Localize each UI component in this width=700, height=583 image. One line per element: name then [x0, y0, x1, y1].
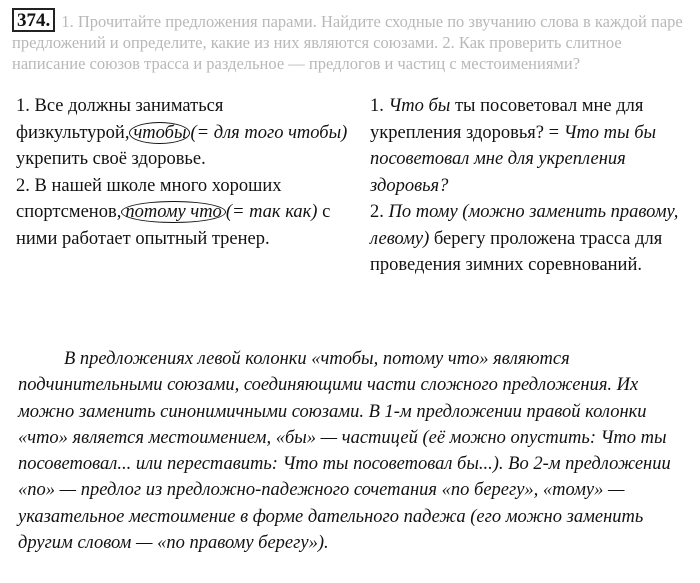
right-column — [370, 93, 685, 279]
left-s1-suffix: укрепить своё здоровье. — [16, 149, 206, 169]
right-s2-italic: По тому (можно заменить правому, левому) — [370, 202, 679, 249]
task-header — [12, 8, 692, 74]
right-sentence-2: 2. По тому (можно заменить правому, левому) берегу проложена трасса для проведения зимних соревнований. — [370, 202, 679, 275]
task-number: 374. — [12, 8, 55, 32]
task-text: 1. Прочитайте предложения парами. Найдите сходные по звучанию слова в каждой паре предложений и определите, какие из них являются союзами. 2. Как проверить слитное написание союзов трасса и раздельное — предлогов и частиц с местоимениями? — [12, 12, 683, 73]
right-sentence-1: 1. Что бы ты посоветовал мне для укрепления здоровья? = Что ты бы посоветовал мне для укрепления здоровья? — [370, 96, 657, 196]
left-s2-gloss: (= так как) — [225, 202, 318, 222]
explanation-paragraph — [18, 346, 680, 556]
right-s1-italic-start: Что бы — [388, 96, 451, 116]
left-s1-prefix: 1. Все должны заниматься физкультурой, — [16, 96, 224, 143]
left-sentence-1 — [16, 93, 351, 173]
left-s2-prefix: 2. В нашей школе много хороших спортсменов, — [16, 175, 282, 222]
left-s2-suffix: с ними работает опытный тренер. — [16, 202, 331, 249]
left-sentence-2 — [16, 173, 351, 253]
left-s1-gloss: (= для того чтобы) — [190, 122, 348, 143]
explanation-text: В предложениях левой колонки «чтобы, потому что» являются подчинительными союзами, соединяющими части сложного предложения. Их можно заменить синонимичными союзами. В 1-м предложении правой колонки «что» является местоимением, «бы» — частицей (её можно опустить: Что ты посоветовал... или переставить: Что ты посоветовал бы...). Во 2-м предложении «по» — предлог из предложно-падежного сочетания «по берегу», «тому» — указательное местоимение в форме дательного падежа (его можно заменить другим словом — «по правому берегу»). — [18, 349, 671, 554]
circled-conjunction-chtoby: чтобы — [129, 122, 190, 144]
left-column — [16, 93, 351, 252]
right-s1-italic-end: Что ты бы посоветовал мне для укрепления здоровья? — [370, 122, 657, 196]
right-s2-rest: берегу проложена трасса для проведения зимних соревнований. — [370, 228, 663, 275]
circled-conjunction-potomu-chto: потому что — [121, 201, 225, 223]
right-s1-middle: ты посоветовал мне для укрепления здоровья? = — [370, 96, 644, 143]
